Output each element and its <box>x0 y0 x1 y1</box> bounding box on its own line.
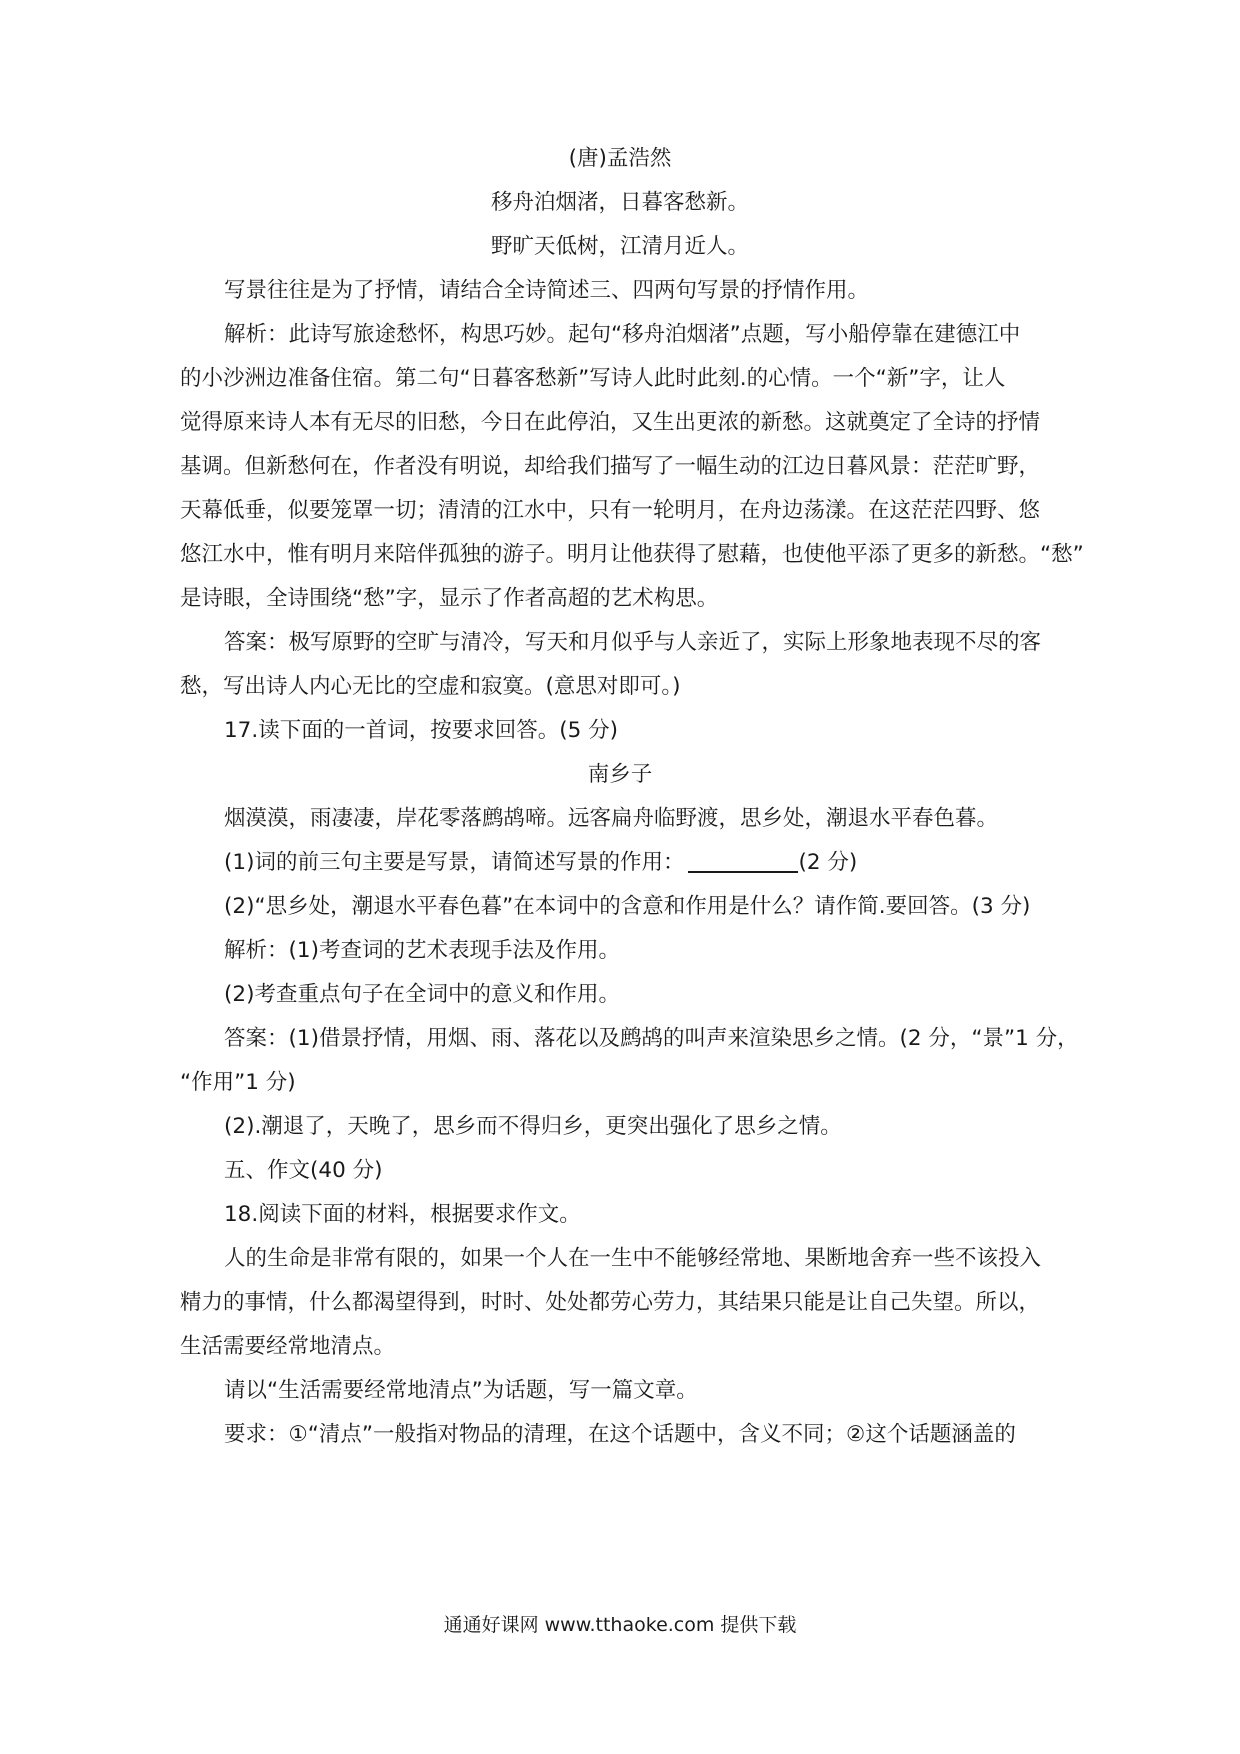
analysis-17-1: 解析：(1)考查词的艺术表现手法及作用。 <box>224 938 620 963</box>
answer-blank <box>688 849 798 873</box>
answer-17-2: (2).潮退了，天晚了，思乡而不得归乡，更突出强化了思乡之情。 <box>224 1114 842 1139</box>
question-16: 写景往往是为了抒情，请结合全诗简述三、四两句写景的抒情作用。 <box>224 278 870 303</box>
ci-text: 烟漠漠，雨凄凄，岸花零落鹧鸪啼。远客扁舟临野渡，思乡处，潮退水平春色暮。 <box>224 806 999 831</box>
analysis-16-line: 的小沙洲边准备住宿。第二句“日暮客愁新”写诗人此时此刻.的心情。一个“新”字，让人 <box>180 366 1006 391</box>
poem-line-1: 移舟泊烟渚，日暮客愁新。 <box>490 190 749 215</box>
question-17-2: (2)“思乡处，潮退水平春色暮”在本词中的含意和作用是什么？请作简.要回答。(3 分) <box>224 894 1031 919</box>
poem-line-2: 野旷天低树，江清月近人。 <box>490 234 749 259</box>
answer-16-line: 答案：极写原野的空旷与清冷，写天和月似乎与人亲近了，实际上形象地表现不尽的客 <box>224 630 1042 655</box>
essay-requirement: 要求：①“清点”一般指对物品的清理，在这个话题中，含义不同；②这个话题涵盖的 <box>224 1422 1016 1447</box>
section-heading: 五、作文(40 分) <box>224 1158 383 1183</box>
answer-17-1: 答案：(1)借景抒情，用烟、雨、落花以及鹧鸪的叫声来渲染思乡之情。(2 分，“景”1 分， <box>224 1026 1079 1051</box>
page-footer: 通通好课网 www.tthaoke.com 提供下载 <box>443 1614 797 1636</box>
poem-author: (唐)孟浩然 <box>568 146 672 171</box>
answer-16-line: 愁，写出诗人内心无比的空虚和寂寞。(意思对即可。) <box>180 674 681 699</box>
analysis-16-line: 解析：此诗写旅途愁怀，构思巧妙。起句“移舟泊烟渚”点题，写小船停靠在建德江中 <box>224 322 1021 347</box>
essay-prompt: 请以“生活需要经常地清点”为话题，写一篇文章。 <box>224 1378 698 1403</box>
question-18: 18.阅读下面的材料，根据要求作文。 <box>224 1202 581 1227</box>
analysis-16-line: 是诗眼，全诗围绕“愁”字，显示了作者高超的艺术构思。 <box>180 586 719 611</box>
analysis-16-line: 基调。但新愁何在，作者没有明说，却给我们描写了一幅生动的江边日暮风景：茫茫旷野， <box>180 454 1041 479</box>
answer-17-1-cont: “作用”1 分) <box>180 1070 296 1095</box>
material-line: 人的生命是非常有限的，如果一个人在一生中不能够经常地、果断地舍弃一些不该投入 <box>224 1246 1042 1271</box>
analysis-16-line: 觉得原来诗人本有无尽的旧愁，今日在此停泊，又生出更浓的新愁。这就奠定了全诗的抒情 <box>180 410 1041 435</box>
question-17-1-score: (2 分) <box>798 850 858 875</box>
question-17-1 <box>224 848 1060 878</box>
material-line: 生活需要经常地清点。 <box>180 1334 396 1359</box>
ci-title: 南乡子 <box>587 762 653 787</box>
material-line: 精力的事情，什么都渴望得到，时时、处处都劳心劳力，其结果只能是让自己失望。所以， <box>180 1290 1041 1315</box>
question-17-1-text: (1)词的前三句主要是写景，请简述写景的作用： <box>224 850 685 875</box>
question-17-title: 17.读下面的一首词，按要求回答。(5 分) <box>224 718 618 743</box>
analysis-16-line: 天幕低垂，似要笼罩一切；清清的江水中，只有一轮明月，在舟边荡漾。在这茫茫四野、悠 <box>180 498 1041 523</box>
analysis-16-line: 悠江水中，惟有明月来陪伴孤独的游子。明月让他获得了慰藉，也使他平添了更多的新愁。“愁” <box>180 542 1084 567</box>
analysis-17-2: (2)考查重点句子在全词中的意义和作用。 <box>224 982 620 1007</box>
